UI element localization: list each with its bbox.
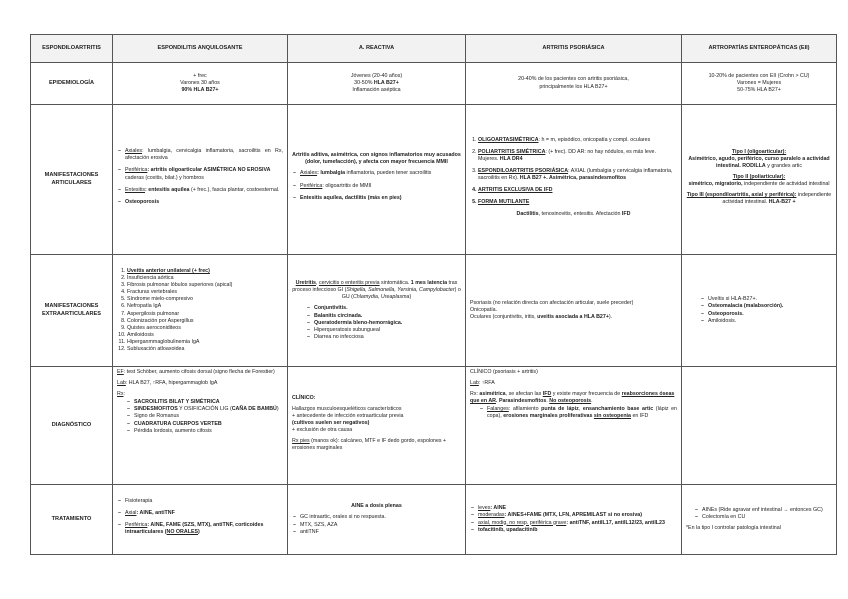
text: EF [117,369,124,375]
text: HLA B27 +. Asimétrica, parasindesmofitos [519,175,627,181]
text: Hallazgos musculoesqueléticos característicos [292,405,402,412]
list-item: – Osteoporosis [125,199,283,206]
text: Varones = Mujeres [736,79,782,86]
cell-epi-ea [113,63,288,105]
list-item [125,522,283,536]
text: inflamatoria, pueden tener sacroilitis [345,170,432,177]
row-diagnosis [31,367,837,485]
list [470,505,677,533]
text-line: Rx: [117,391,125,398]
text: SINDESMOFITOS [134,406,178,413]
text: Rx pies [292,438,310,445]
row-epidemiology [31,63,837,105]
cell-extra-ea [113,255,288,367]
list-item: 5. FORMA MUTILANTE [478,199,677,206]
text: No osteoporosis [549,398,592,405]
header-row [31,35,837,63]
text: + frec [193,72,207,79]
text: Chlamydia, Ureaplasma [352,294,410,301]
list-item [300,183,461,190]
text: erosiones marginales proliferativas [503,413,593,420]
cell-tx-ea [113,485,288,555]
text: Axiales [300,170,318,177]
text: Tipo I (oligoarticular): [731,148,787,155]
list-item: – GC intraartic, orales si no respuesta. [300,514,461,521]
text: CLÍNICO (psoriasis + artritis) [470,369,538,375]
text: Oculares (conjuntivitis, iritis, [470,314,538,321]
list-item: – Fisioterapia [125,498,283,505]
list-item: 4. Fracturas vertebrales [127,289,283,296]
list-item [125,510,283,517]
text: Jóvenes (20-40 años) [350,72,403,79]
cell-dx-ea [113,367,288,485]
text: (lápiz en copa), [487,406,677,420]
row-label-treatment: TRATAMIENTO [31,485,113,555]
text: 20-40% de los pacientes con artritis psoriásica, [518,76,629,83]
text: Dactilitis [516,211,539,218]
text: , tenosinovitis, entesitis. Afectación [538,211,622,218]
list-item: 7. Aspergilosis pulmonar [127,311,283,318]
text-line [470,380,677,387]
text: HLA-B27 + [768,199,796,206]
list-item: 10. Amiloidosis [127,332,283,339]
text-line [470,314,677,321]
text-line [292,80,461,87]
cell-dx-eii [682,367,837,485]
text: OLIGOARTASIMÉTRICA [478,136,539,143]
row-label-articular: MANIFESTACIONES ARTICULARES [31,105,113,255]
list-item: 8. Colonización por Aspergillus [127,318,283,325]
row-label-epidemiology: EPIDEMIOLOGÍA [31,63,113,105]
list-item [300,170,461,177]
list [292,514,461,535]
text: uveitis asociada a HLA B27+ [537,314,609,321]
list [694,507,832,521]
list [700,296,832,324]
text: , [315,280,319,287]
text: Uveitis anterior unilateral (+ frec) [127,267,210,274]
text: : antiTNF, antiIL17, antiIL12/23, antiIL23 [566,519,665,526]
cell-tx-ar [288,485,466,555]
text: : AXIAL (lumbalgia y cervicalgia inflamatoria, sacroilitis en Rx). [478,167,673,181]
text: : h = m, episódico, onicopatía y compl. oculares [538,136,651,143]
header-ankylosing-spondylitis: ESPONDILITIS ANQUILOSANTE [113,35,288,63]
text: CAÑA DE BAMBÚ [231,406,277,413]
row-articular [31,105,837,255]
text: moderadas [478,512,505,519]
text: reabsorciones óseas que en AR [470,391,675,405]
text: : AINE, antiTNF [136,509,175,516]
text: : lumbalgia, cervicalgia inflamatoria, sacroilitis en Rx, afectación erosiva [125,148,283,162]
list-item: – Hiperqueratosis subungueal [314,327,461,334]
text: : (+ frec). DD AR: no hay nódulos, es más leve. Mujeres. [478,148,656,162]
text: y existe mayor frecuencia de [551,391,622,398]
list-item [478,149,677,163]
text: Inflamación aséptica [352,87,401,94]
text: caderas (coxitis, bilat.) y hombros [125,174,204,181]
text: axial, modig, no resp. periférica grave [478,519,567,526]
list-item: 6. Nefropatía IgA [127,303,283,310]
list-item: – Uveítis si HLA-B27+. [708,296,832,303]
text: . Parasindesmofitos [496,398,547,405]
text: tras proceso infeccioso GI ( [292,280,458,294]
text: ) [198,529,200,536]
list-item [125,167,283,181]
list-item: 2. Insuficiencia aórtica [127,275,283,282]
text: : test Schöber, aumento cifosis dorsal (signo flecha de Forestier) [123,369,275,375]
text-block [686,149,832,170]
text: Periférica [300,182,323,189]
text-block [686,192,832,206]
list-item [478,168,677,182]
text: Periférica [125,167,148,174]
text: asimétrica [479,391,506,398]
text: ESPONDILOARTRITIS PSORIÁSICA [478,167,569,174]
text: : afilamiento [508,406,542,413]
cell-tx-ap [466,485,682,555]
list-item: – Queratodermia bleno-hemorrágica. [314,320,461,327]
text: : artritis oligoarticular ASIMÉTRICA NO EROSIVA [147,167,271,174]
text: . [591,398,593,405]
list [117,268,283,353]
list-item [478,137,677,144]
cell-extra-eii [682,255,837,367]
text: Shigella, Salmonella, Yersinia, Campylobacter [346,287,455,294]
list-item [487,406,677,420]
text: Onicopatía. [470,306,498,313]
text: CLÍNICO: [292,394,316,401]
text: Tipo II (poliarticular): [732,173,786,180]
list-item [478,505,677,512]
row-label-extraarticular: MANIFESTACIONES EXTRAARTICULARES [31,255,113,367]
cell-art-ea [113,105,288,255]
text: 50-75% HLA B27+ [737,87,781,94]
text: Lab [470,380,479,387]
cell-dx-ar [288,367,466,485]
text: y grandes artic [765,162,802,169]
list-item: – Colectomía en CU [702,514,832,521]
header-psoriatic-arthritis: ARTRITIS PSORIÁSICA [466,35,682,63]
header-reactive-arthritis: A. REACTIVA [288,35,466,63]
text: : AINES+FAME (MTX, LFN, APREMILAST si no erosiva) [504,512,642,519]
text: Lab [117,380,126,387]
list [117,498,283,536]
text: Psoriasis (no relación directa con afectación articular, suele preceder) [470,299,634,306]
text: Axiales [125,148,143,155]
text: ensanchamiento base artic [582,406,654,413]
text: Entesitis [125,186,146,193]
list-item [134,406,283,413]
list-item: 4. ARTRITIS EXCLUSIVA DE IFD [478,187,677,194]
list-item: – Pérdida lordosis, aumento cifosis [134,428,283,435]
text: AINE a dosis plenas [351,503,402,510]
text: (+ frec.), fascia plantar, costoesternal. [189,186,280,193]
list-item [478,512,677,519]
list-item: 5. Síndrome mielo-compresivo [127,296,283,303]
list-item: – Osteomalacia (malabsorción). [708,303,832,310]
text: independiente actividad intestinal. [722,192,832,206]
text: 1 mes latencia [410,280,448,287]
text: cervicitis o enteritis previa [318,280,380,287]
list-item: – SACROILITIS BILAT Y SIMÉTRICA [134,399,283,406]
text: + antecedente de infección extraarticular previa [292,412,404,419]
text: : AINE [490,505,507,512]
cell-art-ar [288,105,466,255]
text: Rx [117,391,124,398]
list-item: – Osteoporosis. [708,311,832,318]
text: sin osteopenia [593,413,631,420]
list-item: – CUADRATURA CUERPOS VERTEB [134,421,283,428]
text: . [546,398,550,405]
list [125,399,283,434]
list [470,137,677,207]
spondyloarthritis-table [30,34,837,555]
list-item: – Balanitis circinada. [314,313,461,320]
list [117,148,283,206]
text-line [470,211,677,218]
footnote: *En la tipo I controlar patología intestinal [686,524,781,531]
list-item [478,520,677,527]
text: Asimétrico, agudo, periférico, curso paralelo a actividad intestinal. RODILLA [688,155,830,169]
text: , se afectan las [505,391,543,398]
text: ) o GU ( [341,287,461,301]
text: Periférica [125,522,148,528]
text: POLIARTRITIS SIMÉTRICA [478,148,546,155]
row-extraarticular [31,255,837,367]
text: (manos ok): calcáneo, MTF e IF dedo gordo, espolones + erosiones marginales [292,438,447,452]
list [478,406,677,420]
cell-epi-ar [288,63,466,105]
list [306,305,461,340]
list-item: 12. Subluxación atloaxoidea [127,346,283,353]
row-treatment [31,485,837,555]
text: Uretritis [295,280,316,287]
text: + exclusión de otra causa [292,427,353,434]
text-line [292,438,461,452]
cell-dx-ap [466,367,682,485]
text: , [578,406,583,413]
text: (cultivos suelen ser negativos) [292,419,370,426]
text-line [117,369,283,376]
text: IFD [621,211,631,218]
text: sintomática. [379,280,411,287]
text: : AINE, FAME (SZS, MTX), antiTNF, corticoides intraarticulares ( [125,522,264,536]
text: ) [409,294,412,301]
row-label-diagnosis: DIAGNÓSTICO [31,367,113,485]
text: : ↑RFA [478,380,495,387]
list-item: 9. Quistes aeroconiditeos [127,325,283,332]
text: : HLA B27, ↑RFA, hipergammaglob IgA [125,380,218,387]
text: HLA DR4 [499,155,523,162]
list-item: – Diarrea no infecciosa [314,334,461,341]
cell-art-eii [682,105,837,255]
text: Falanges [487,406,509,413]
list-item [125,148,283,162]
list-item: – Entesitis aquílea, dactilitis (más en pies) [300,195,461,202]
text: : lumbalgia [317,170,346,177]
text-block [686,174,832,188]
text: ). [608,314,613,321]
text: principalmente los HLA B27+ [539,83,608,90]
text: Varones 30 años [180,79,220,86]
cell-epi-eii [682,63,837,105]
text-line [117,380,283,387]
cell-art-ap [466,105,682,255]
text: : entesitis aquílea [145,186,190,193]
cell-extra-ap [466,255,682,367]
list-item [125,187,283,194]
text: leves [478,505,491,512]
text: Rx: [470,391,480,398]
cell-tx-eii [682,485,837,555]
cell-epi-ap [466,63,682,105]
text: IFD [542,391,552,398]
text: ) [276,406,279,413]
text: 10-20% de pacientes con EII (Crohn > CU) [708,72,810,79]
list-item: 11. Hiperganmmaglobulinemia IgA [127,339,283,346]
text: Tipo III (espondiloartritis, axial y periférica): [686,192,797,199]
list-item: 3. Fibrosis pulmonar lóbulos superiores (apical) [127,282,283,289]
list-item: – MTX, SZS, AZA [300,522,461,529]
text: NO ORALES [166,529,199,536]
text: Axial [125,509,137,516]
cell-extra-ar [288,255,466,367]
list-item: – antiTNF [300,529,461,536]
text: punta de lápiz [541,406,579,413]
text: en IFD [630,413,649,420]
header-enteropathic-arthropathies: ARTROPATÍAS ENTEROPÁTICAS (EII) [682,35,837,63]
list-item: – Signo de Romanus [134,413,283,420]
list [292,170,461,201]
list-item: – tofacitinib, upadacitinib [478,527,677,534]
text-block [292,280,461,301]
text: HLA B27+ [373,79,399,86]
text: 90% HLA B27+ [181,87,219,94]
list-item: – AINEs (Ride agravar enf intestinal → entonces GC) [702,507,832,514]
text: independiente de actividad intestinal [742,181,830,188]
list-item: – Conjuntivitis. [314,305,461,312]
header-spondyloarthritis: ESPONDILOARTRITIS [31,35,113,63]
list-item [127,268,283,275]
text: Y OSIFICACIÓN LIG ( [177,406,232,413]
list-item: – Amiloidosis. [708,318,832,325]
text: simétrico, migratorio, [688,181,743,188]
text: : oligoartritis de MMII [322,182,372,189]
text: 30-50% [354,79,374,86]
text: Artritis aditiva, asimétrica, con signos inflamatorios muy acusados (dolor, tumefacción), y afecta con mayor frecuencia MMII [292,152,461,166]
text-block [470,391,677,405]
